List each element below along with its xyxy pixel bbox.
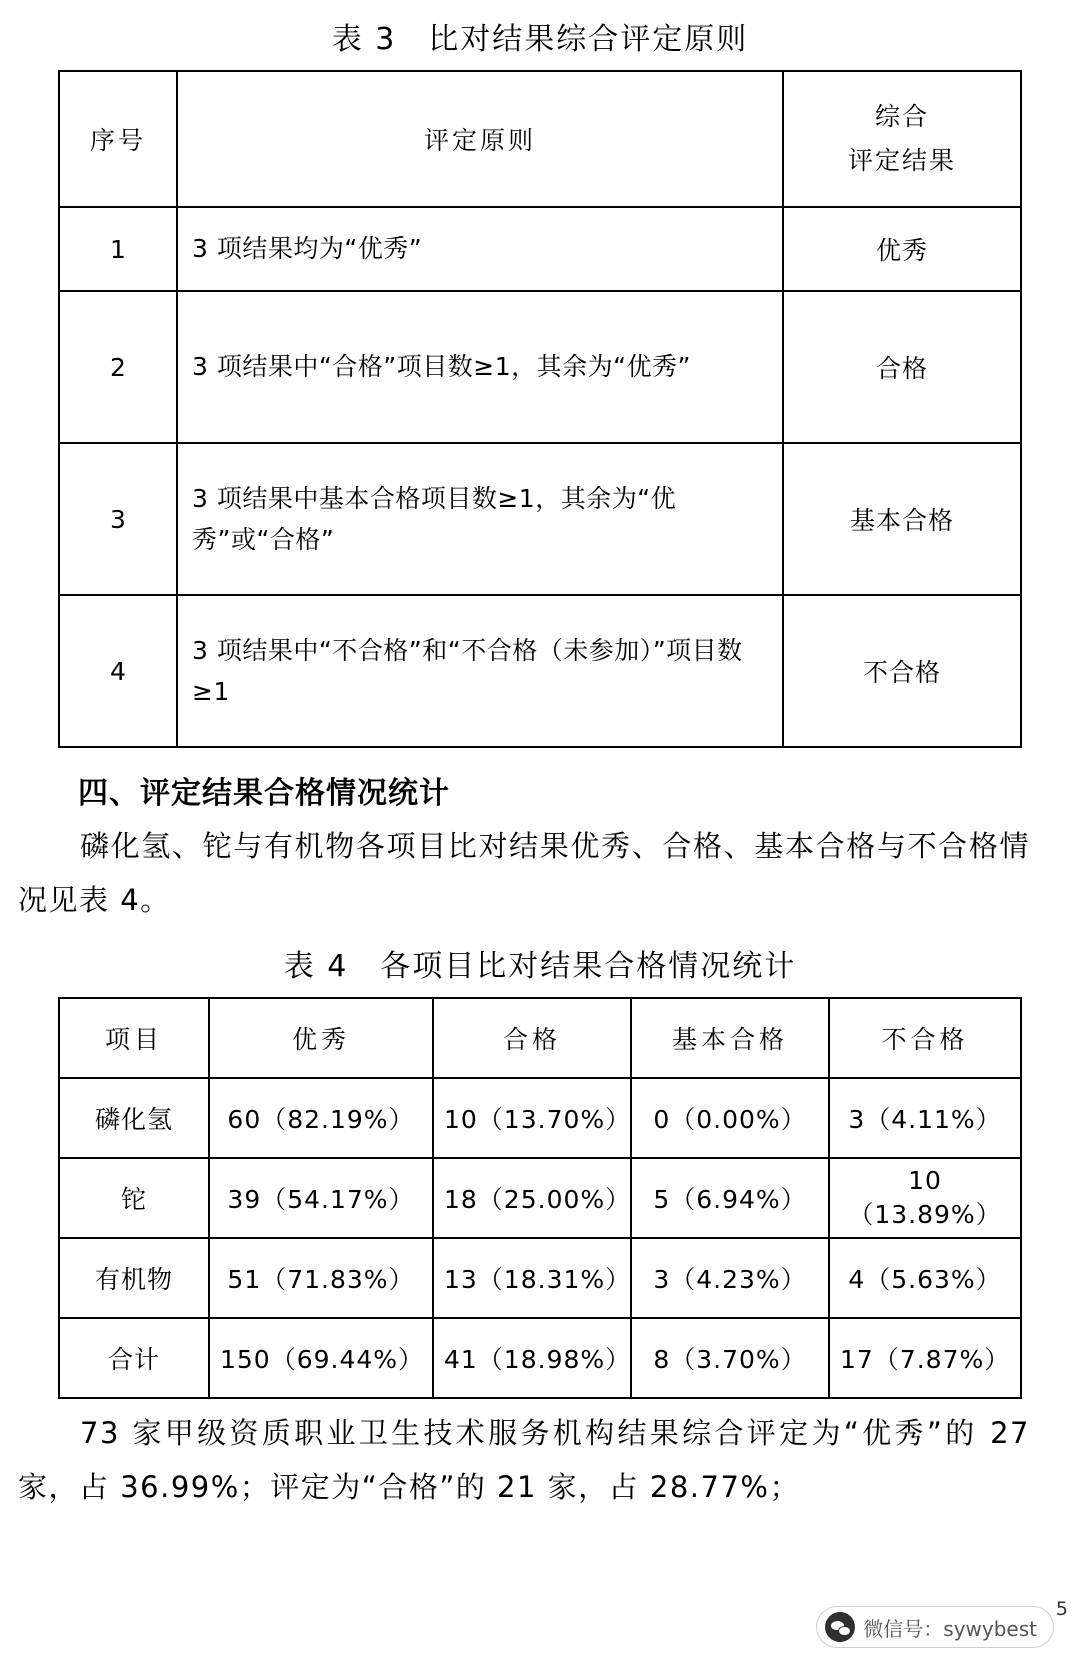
table3-cell-result: 基本合格 <box>783 443 1021 595</box>
table4-cell-qualified: 13（18.31%） <box>433 1238 631 1318</box>
table3 <box>58 70 1022 748</box>
table4-cell-item: 有机物 <box>59 1238 209 1318</box>
table4-cell-qualified: 41（18.98%） <box>433 1318 631 1398</box>
table4-cell-unqualified: 4（5.63%） <box>829 1238 1021 1318</box>
table4-cell-basic-qualified: 5（6.94%） <box>631 1158 829 1238</box>
table3-cell-rule: 3 项结果中基本合格项目数≥1，其余为“优秀”或“合格” <box>177 443 783 595</box>
table3-cell-index: 3 <box>59 443 177 595</box>
table4-cell-excellent: 39（54.17%） <box>209 1158 433 1238</box>
table3-cell-result: 优秀 <box>783 207 1021 291</box>
table4-cell-unqualified: 10（13.89%） <box>829 1158 1021 1238</box>
table3-cell-rule: 3 项结果均为“优秀” <box>177 207 783 291</box>
table4-cell-unqualified: 3（4.11%） <box>829 1078 1021 1158</box>
table-row <box>59 1318 1021 1398</box>
table4 <box>58 997 1022 1399</box>
table-row <box>59 1158 1021 1238</box>
table3-header-result-line1: 综合 <box>874 102 929 132</box>
wechat-badge[interactable] <box>816 1606 1054 1648</box>
table3-cell-result: 合格 <box>783 291 1021 443</box>
table3-cell-rule: 3 项结果中“合格”项目数≥1，其余为“优秀” <box>177 291 783 443</box>
table4-header-basic-qualified: 基本合格 <box>631 998 829 1078</box>
table3-header-result-line2: 评定结果 <box>847 146 956 175</box>
wechat-icon <box>825 1612 855 1642</box>
table3-cell-result: 不合格 <box>783 595 1021 747</box>
table4-cell-basic-qualified: 3（4.23%） <box>631 1238 829 1318</box>
table4-cell-excellent: 150（69.44%） <box>209 1318 433 1398</box>
table4-title: 表 4 各项目比对结果合格情况统计 <box>283 949 797 985</box>
table-row <box>59 1238 1021 1318</box>
document-page <box>0 14 1080 1666</box>
table-row <box>59 595 1021 747</box>
table3-header-row <box>59 71 1021 207</box>
table4-header-excellent: 优秀 <box>209 998 433 1078</box>
table3-header-result <box>783 71 1021 207</box>
table4-cell-basic-qualified: 8（3.70%） <box>631 1318 829 1398</box>
table4-cell-item: 铊 <box>59 1158 209 1238</box>
table4-cell-qualified: 10（13.70%） <box>433 1078 631 1158</box>
table-row <box>59 291 1021 443</box>
closing-paragraph: 73 家甲级资质职业卫生技术服务机构结果综合评定为“优秀”的 27 家，占 36.99%；评定为“合格”的 21 家，占 28.77%； <box>18 1416 1030 1504</box>
footer <box>816 1606 1054 1648</box>
table3-cell-index: 1 <box>59 207 177 291</box>
table3-header-index: 序号 <box>59 71 177 207</box>
page-number: 5 <box>1055 1598 1068 1620</box>
section-heading: 四、评定结果合格情况统计 <box>78 776 450 811</box>
table4-header-unqualified: 不合格 <box>829 998 1021 1078</box>
table-row <box>59 443 1021 595</box>
table-row <box>59 207 1021 291</box>
table3-title: 表 3 比对结果综合评定原则 <box>331 22 749 57</box>
table4-cell-item: 合计 <box>59 1318 209 1398</box>
table4-cell-excellent: 60（82.19%） <box>209 1078 433 1158</box>
section-paragraph: 磷化氢、铊与有机物各项目比对结果优秀、合格、基本合格与不合格情况见表 4。 <box>18 829 1030 917</box>
table4-cell-excellent: 51（71.83%） <box>209 1238 433 1318</box>
table4-header-item: 项目 <box>59 998 209 1078</box>
table3-cell-index: 2 <box>59 291 177 443</box>
table3-cell-rule: 3 项结果中“不合格”和“不合格（未参加）”项目数≥1 <box>177 595 783 747</box>
table3-cell-index: 4 <box>59 595 177 747</box>
table3-header-rule: 评定原则 <box>177 71 783 207</box>
table4-cell-basic-qualified: 0（0.00%） <box>631 1078 829 1158</box>
table4-cell-qualified: 18（25.00%） <box>433 1158 631 1238</box>
table4-cell-item: 磷化氢 <box>59 1078 209 1158</box>
table-row <box>59 1078 1021 1158</box>
table4-header-row <box>59 998 1021 1078</box>
table4-cell-unqualified: 17（7.87%） <box>829 1318 1021 1398</box>
wechat-label: 微信号：sywybest <box>863 1616 1037 1641</box>
table4-header-qualified: 合格 <box>433 998 631 1078</box>
